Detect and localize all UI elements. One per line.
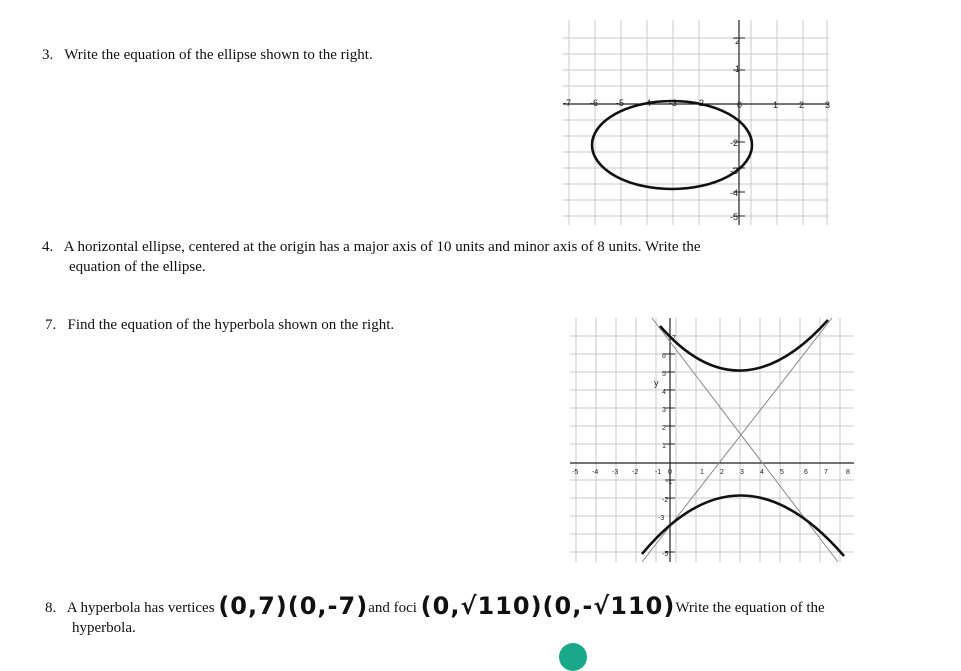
x-tick: 0 [737, 100, 743, 110]
question-text-line2: equation of the ellipse. [69, 259, 206, 275]
x-tick: 2 [720, 469, 724, 476]
question-number: 4. [42, 239, 54, 255]
y-tick: -5 [730, 212, 739, 222]
y-tick: -3 [658, 515, 665, 522]
x-tick: -3 [612, 469, 619, 476]
x-tick: 3 [740, 469, 744, 476]
y-axis-label: y [654, 378, 659, 388]
x-tick: -7 [563, 98, 572, 108]
x-tick: 8 [846, 469, 850, 476]
y-tick: -2 [730, 138, 739, 148]
question-text-b: and foci [368, 600, 417, 616]
x-tick: 1 [700, 469, 704, 476]
x-tick: 1 [773, 100, 779, 110]
question-text: Find the equation of the hyperbola shown on the right. [67, 317, 395, 333]
ellipse-graph [563, 20, 833, 232]
x-tick: 3 [825, 100, 831, 110]
y-tick: 4 [662, 389, 666, 396]
hyperbola-upper-branch [660, 320, 828, 371]
question-text-line1: A horizontal ellipse, centered at the origin has a major axis of 10 units and minor axis of 8 units. Write the [63, 239, 701, 255]
question-8 [45, 592, 825, 638]
y-tick: 3 [662, 407, 666, 414]
y-tick: 6 [662, 353, 666, 360]
y-tick: 2 [662, 425, 666, 432]
y-tick: 1 [735, 64, 741, 74]
x-tick: -2 [632, 469, 639, 476]
question-text: Write the equation of the ellipse shown to the right. [64, 47, 373, 63]
question-7 [45, 315, 394, 335]
x-tick: -5 [616, 98, 625, 108]
x-tick: -6 [590, 98, 599, 108]
x-tick: 5 [780, 469, 784, 476]
x-tick: 0 [668, 469, 672, 476]
y-tick: -2 [662, 497, 669, 504]
y-tick: -4 [730, 188, 739, 198]
question-4 [42, 237, 701, 277]
x-tick: 6 [804, 469, 808, 476]
x-tick: -4 [592, 469, 599, 476]
question-text-c: Write the equation of the [675, 600, 825, 616]
handwritten-vertices: (0,7)(0,-7) [218, 592, 369, 620]
x-tick: -3 [669, 98, 678, 108]
y-tick: -1 [666, 479, 673, 486]
y-tick: -3 [730, 166, 739, 176]
hyperbola-graph [570, 318, 856, 564]
y-tick-labels [658, 335, 676, 558]
question-3 [42, 45, 373, 65]
y-tick: 7 [672, 335, 676, 342]
y-tick: 2 [735, 36, 741, 46]
x-tick: -2 [696, 98, 705, 108]
x-tick: 2 [799, 100, 805, 110]
y-tick: 1 [662, 443, 666, 450]
x-tick: -5 [572, 469, 579, 476]
x-tick: -1 [655, 469, 662, 476]
asymptote-line [652, 318, 838, 562]
y-tick: -5 [662, 551, 669, 558]
hyperbola-lower-branch [642, 495, 844, 556]
question-number: 8. [45, 600, 57, 616]
x-tick: -4 [643, 98, 652, 108]
x-tick: 7 [824, 469, 828, 476]
question-text-a: A hyperbola has vertices [66, 600, 215, 616]
question-text-line2: hyperbola. [72, 620, 136, 636]
handwritten-foci: (0,√110)(0,-√110) [420, 592, 676, 620]
accent-dot [559, 643, 587, 671]
question-number: 7. [45, 317, 57, 333]
ellipse-curve [592, 101, 752, 189]
y-tick: 5 [662, 371, 666, 378]
x-tick: 4 [760, 469, 764, 476]
x-tick-labels [572, 469, 850, 476]
question-number: 3. [42, 47, 54, 63]
